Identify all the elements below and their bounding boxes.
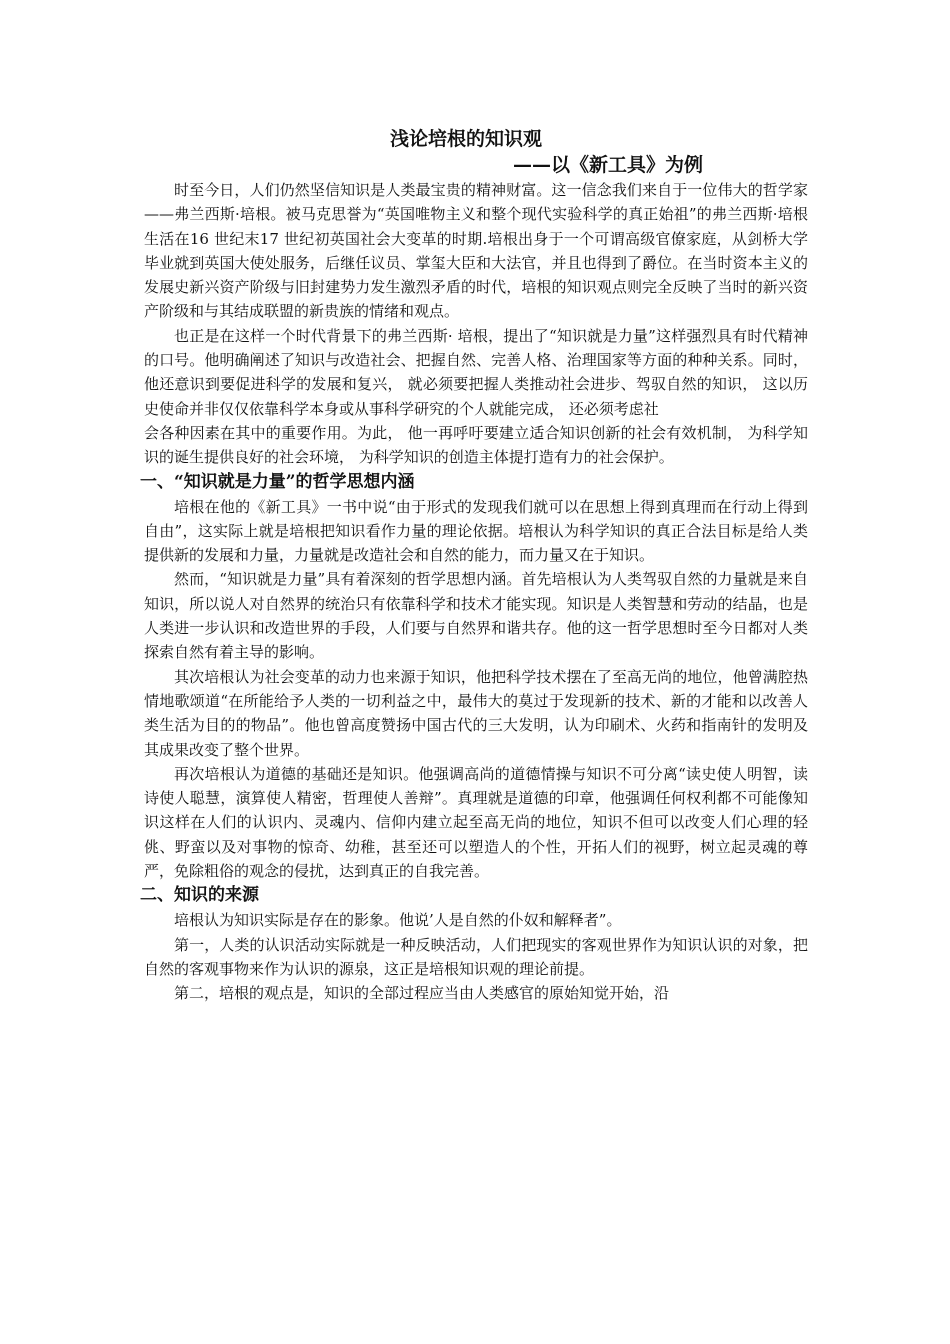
section1-paragraph-1: 培根在他的《新工具》一书中说“由于形式的发现我们就可以在思想上得到真理而在行动上得到自由”，这实际上就是培根把知识看作力量的理论依据。培根认为科学知识的真正合法目标是给人类提供新的发展和力量，力量就是改造社会和自然的能力，而力量又在于知识。 [144,497,808,565]
section2-paragraph-1: 培根认为知识实际是存在的影象。他说’人是自然的仆奴和解释者”。 [174,911,622,930]
intro-paragraph-3: 会各种因素在其中的重要作用。为此， 他一再呼吁要建立适合知识创新的社会有效机制， 为科学知识的诞生提供良好的社会环境， 为科学知识的创造主体提打造有力的社会保护。 [144,423,808,467]
document-page [140,126,808,1006]
document-subtitle: ——以《新工具》为例 [512,154,703,176]
section-heading-2: 二、知识的来源 [140,885,259,906]
section1-paragraph-3: 其次培根认为社会变革的动力也来源于知识，他把科学技术摆在了至高无尚的地位，他曾满腔热情地歌颂道“在所能给予人类的一切利益之中，最伟大的莫过于发现新的技术、新的才能和以改善人类生活为目的的物品”。他也曾高度赞扬中国古代的三大发明，认为印刷术、火药和指南针的发明及其成果改变了整个世界。 [144,667,808,759]
intro-paragraph-2: 也正是在这样一个时代背景下的弗兰西斯· 培根，提出了“知识就是力量”这样强烈具有时代精神的口号。他明确阐述了知识与改造社会、把握自然、完善人格、治理国家等方面的种种关系。同时， 他还意识到要促进科学的发展和复兴， 就必须要把握人类推动社会进步、驾驭自然的知识， 这以历史使命并非仅仅依靠科学本身或从事科学研究的个人就能完成， 还必须考虑社 [144,326,808,418]
section1-paragraph-2: 然而，“知识就是力量”具有着深刻的哲学思想内涵。首先培根认为人类驾驭自然的力量就是来自知识，所以说人对自然界的统治只有依靠科学和技术才能实现。知识是人类智慧和劳动的结晶，也是人类进一步认识和改造世界的手段，人们要与自然界和谐共存。他的这一哲学思想时至今日都对人类探索自然有着主导的影响。 [144,570,808,662]
section1-paragraph-4: 再次培根认为道德的基础还是知识。他强调高尚的道德情操与知识不可分离“读史使人明智，读诗使人聪慧，演算使人精密，哲理使人善辩”。真理就是道德的印章，他强调任何权利都不可能像知识这样在人们的认识内、灵魂内、信仰内建立起至高无尚的地位，知识不但可以改变人们心理的轻佻、野蛮以及对事物的惊奇、幼稚，甚至还可以塑造人的个性，开拓人们的视野，树立起灵魂的尊严，免除粗俗的观念的侵扰，达到真正的自我完善。 [144,764,808,881]
section-heading-1: 一、“知识就是力量”的哲学思想内涵 [140,471,415,492]
intro-paragraph-1: 时至今日，人们仍然坚信知识是人类最宝贵的精神财富。这一信念我们来自于一位伟大的哲学家——弗兰西斯·培根。被马克思誉为“英国唯物主义和整个现代实验科学的真正始祖”的弗兰西斯·培根生活在16 世纪末17 世纪初英国社会大变革的时期.培根出身于一个可谓高级官僚家庭，从剑桥大学毕业就到英国大使处服务，后继任议员、掌玺大臣和大法官，并且也得到了爵位。在当时资本主义的发展史新兴资产阶级与旧封建势力发生激烈矛盾的时代，培根的知识观点则完全反映了当时的新兴资产阶级和与其结成联盟的新贵族的情绪和观点。 [144,181,808,321]
section2-paragraph-3: 第二，培根的观点是，知识的全部过程应当由人类感官的原始知觉开始，沿 [174,984,670,1003]
document-title: 浅论培根的知识观 [389,128,542,150]
section2-paragraph-2: 第一，人类的认识活动实际就是一种反映活动，人们把现实的客观世界作为知识认识的对象，把自然的客观事物来作为认识的源泉，这正是培根知识观的理论前提。 [144,935,808,978]
